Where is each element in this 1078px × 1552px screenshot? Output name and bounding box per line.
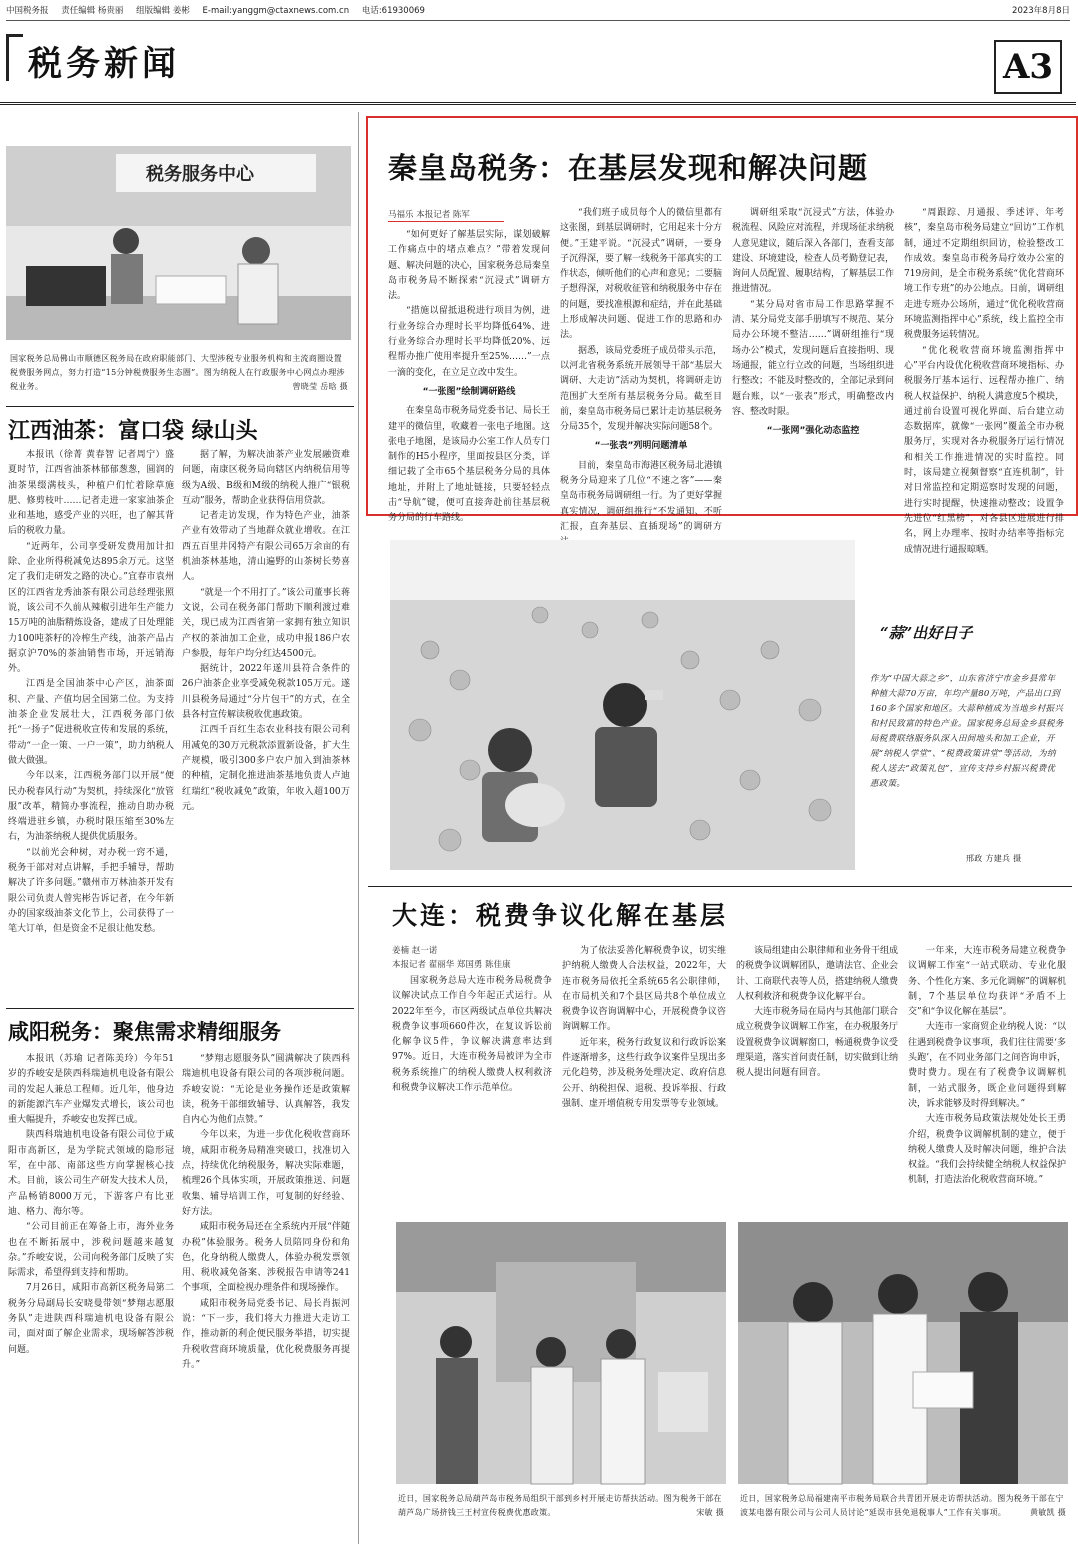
page-number: A3 — [994, 40, 1062, 94]
xianyang-para: 咸阳市税务局还在全系统内开展“伴随办税”体验服务。税务人员陪同身份和角色，化身纳税人缴费人，体验办税发票领用、税收减免备案、涉税报告申请等241个事项，全面检视办理条件和现场操作。 — [182, 1222, 350, 1294]
photo-credit: 曾晓莹 岳晗 摄 — [292, 382, 348, 391]
xianyang-para: 陕西科瑞迪机电设备有限公司位于咸阳市高新区，是为学院式领域的隐形冠军，在中部、南部这些方向掌握核心技术。目前，该公司生产研发大技术人员，产品畅销8000万元，下游客户有比亚迪、格力、海尔等。 — [8, 1130, 174, 1217]
lead-para: 调研组采取“沉浸式”方法，体验办税流程、风险应对流程，并现场征求纳税人意见建议，随后深入各部门，查看支部建设、环境建设，检查人员考勤登记表，询问人员配置、履职结构，了解基层工作推进情况。 — [732, 208, 895, 295]
company-visit-photo — [738, 1222, 1068, 1484]
caption-text: 近日，国家税务总局葫芦岛市税务局组织干部到乡村开展走访帮扶活动。图为税务干部在葫芦岛广场挤钱三王村宣传税费优惠政策。 — [398, 1494, 722, 1517]
jiangxi-para: 据了解，为解决油茶产业发展融资难问题，南康区税务局向辖区内纳税信用等级为A级、B级和M级的纳税人推广“银税互动”服务，帮助企业获得信用贷款。 — [182, 450, 350, 506]
xianyang-para: 本报讯（苏瑜 记者陈美玲）今年51岁的乔峻安是陕西科瑞迪机电设备有限公司的发起人兼总工程师。近几年，他身边的新能源汽车产业爆发式增长，该公司也重大幅提升，乔峻安也发挥已成。 — [8, 1054, 174, 1126]
divider — [6, 1008, 354, 1009]
divider — [6, 406, 354, 407]
issue-date: 2023年8月8日 — [1012, 6, 1070, 16]
email: E-mail:yanggm@ctaxnews.com.cn — [202, 6, 350, 16]
layout-editor: 组版编辑 姜彬 — [136, 6, 190, 16]
divider — [368, 886, 1072, 887]
lead-col-4 — [904, 206, 1064, 555]
dalian-para: 大连市税务局在局内与其他部门联合成立税费争议调解工作室，在办税服务厅设置税费争议调解窗口，畅通税费争议受理渠道，落实首问责任制，切实做到让纳税人提出问题有回音。 — [736, 1007, 899, 1079]
garlic-caption: 作为“中国大蒜之乡”，山东省济宁市金乡县常年种植大蒜70万亩，年均产量80万吨，产品出口到160多个国家和地区。大蒜种植成为当地乡村振兴和村民致富的特色产业。国家税务总局金乡县税务局税费联络服务队深入田间地头和加工企业，开展“纳税人学堂”、“税费政策讲堂”等活动，为纳税人送去“政策礼包”，宣传支持乡村振兴税费优惠政策。 — [870, 674, 1064, 789]
dalian-para: 近年来，税务行政复议和行政诉讼案件逐渐增多，这些行政争议案件呈现出多元化趋势，涉及税务处理决定、政府信息公开、纳税担保、退税、投诉举报、行政强制、虚开增值税专用发票等专业领域。 — [562, 1037, 726, 1109]
caption-text: 国家税务总局佛山市顺德区税务局在政府职能部门、大型涉税专业服务机构和主流商圈设置税费服务网点，努力打造“15分钟税费服务生态圈”。图为纳税人在行政服务中心网点办理涉税业务。 — [10, 354, 345, 391]
jiangxi-col-1 — [8, 448, 174, 982]
photo-credit: 黄敏凯 摄 — [1029, 1508, 1066, 1517]
dalian-para: 该局组建由公职律师和业务骨干组成的税费争议调解团队，邀请法官、企业会计、工商联代表等人员，搭建纳税人缴费人权利救济和税费争议化解平台。 — [736, 946, 899, 1002]
jiangxi-para: 江西是全国油茶中心产区，油茶面积、产量、产值均居全国第二位。为支持油茶企业发展壮大，江西税务部门依托“一扬子”促进税收宣传和发展的系统，带动“一企一策、一户一策”，助力纳税人做大做强。 — [8, 679, 174, 766]
garlic-credit: 邢政 方建兵 摄 — [966, 854, 1022, 863]
jiangxi-para: “以前光会种树，对办税一窍不通，税务干部对对点讲解，手把手辅导，帮助解决了许多问题。”赣州市万林油茶开发有限公司负责人曾宪彬告诉记者，在今年新办的国家级油茶文化节上，公司获得了一笔大订单，但是资金不足很让他发愁。 — [8, 847, 174, 935]
lead-col-3 — [732, 206, 894, 504]
lead-subhead: “一张表”列明问题清单 — [594, 441, 688, 452]
lead-para: “如何更好了解基层实际，谋划破解工作痛点中的堵点难点？”带着发现问题、解决问题的决心，国家税务总局秦皇岛市税务局不断探索“沉浸式”调研方法。 — [388, 230, 551, 302]
tax-hall-caption — [10, 352, 348, 396]
tax-hall-photo — [6, 146, 351, 340]
xianyang-headline: 咸阳税务：聚焦需求精细服务 — [8, 1020, 281, 1044]
masthead-bracket — [6, 34, 23, 81]
lead-para: 目前，秦皇岛市海港区税务局北港镇税务分局迎来了几位“不速之客”——秦皇岛市税务局调研组一行。为了更好掌握真实情况，调研组推行“不发通知、不听汇报，直奔基层、直插现场”的调研方 — [560, 460, 723, 532]
masthead — [0, 22, 1076, 105]
dalian-byline-2: 本报记者 翟丽华 郑国勇 陈佳康 — [392, 960, 511, 970]
village-visit-photo-graphic — [396, 1222, 726, 1484]
jiangxi-para: 记者走访发现，作为特色产业，油茶产业有效带动了当地群众就业增收。在江西五百里井冈特产有限公司65万余亩的有机油茶林基地，清山遍野的山茶树长势喜人。 — [182, 511, 350, 583]
dalian-col-1 — [392, 974, 552, 1210]
xianyang-col-1 — [8, 1052, 174, 1544]
village-visit-caption — [398, 1492, 724, 1536]
xianyang-para: 今年以来，为进一步优化税收营商环境，咸阳市税务局精准突破口，找准切入点，持续优化纳税服务，解决实际难题，梳理26个具体实项，开展政策推送、问题收集、辅导培训工作，可复制的好经验、好方法。 — [182, 1130, 350, 1217]
header-strip — [6, 4, 1070, 21]
lead-col-2 — [560, 206, 723, 532]
lead-subhead: “一张网”强化动态监控 — [766, 426, 860, 437]
lead-subhead: “一张图”绘制调研路线 — [422, 386, 516, 397]
company-visit-photo-graphic — [738, 1222, 1068, 1484]
lead-para: 据悉，该局党委班子成员带头示范，以河北省税务系统开展领导干部“基层大调研、大走访”活动为契机，将调研走访范围扩大至所有基层税务分局。截至目前，秦皇岛市税务局已累计走访基层税务分局35个，发现并解决实际问题58个。 — [560, 345, 723, 433]
xianyang-para: 咸阳市税务局党委书记、局长肖振河说：“下一步，我们将大力推进大走访工作，推动新的利企便民服务举措，切实提升税收营商环境质量，优化税费服务再提升。” — [182, 1298, 350, 1370]
lead-para: “优化税收营商环境监测指挥中心”平台内设优化税收营商环境指标、办税服务厅基本运行、远程帮办推广、纳税人权益保护、纳税人满意度5个模块，通过前台设置可视化界面、后台建立动态数据库，就像“一张网”覆盖全市办税服务厅，实现对各办税服务厅运行情况和相关工作推进情况的实时监控。同时，该局建立视频督察“直连机制”，针对日常监控和定期巡察时发现的问题，进行实时提醒，快速推动整改；设置争先进位“红黑榜”，对各县区进展进行排名，网上办理率、按时办结率等指标完成情况进行通报晾晒。 — [904, 345, 1064, 555]
lead-headline: 秦皇岛税务：在基层发现和解决问题 — [388, 151, 869, 185]
jiangxi-col-2 — [182, 448, 350, 982]
dalian-col-4 — [908, 944, 1066, 1210]
paper-name: 中国税务报 — [6, 6, 49, 16]
dalian-byline-1: 姜楠 赵一诺 — [392, 946, 438, 956]
lead-para: 在秦皇岛市税务局党委书记、局长王建平的微信里，收藏着一张电子地图。这张电子地图，是该局办公室工作人员专门制作的H5小程序，里面按县区分类，详细记载了全市65个基层税务分局的具体地址，并附上了地址链接，只要轻轻点击“导航”键，便可直接奔赴前往基层税务分局的行车路线。 — [388, 406, 551, 524]
editor: 责任编辑 杨贵丽 — [61, 6, 124, 16]
dalian-headline: 大连：税费争议化解在基层 — [392, 901, 729, 930]
garlic-photo — [390, 540, 855, 870]
dalian-para: 一年来，大连市税务局建立税费争议调解工作室“一站式联动、专业化服务、个性化方案、多元化调解”的调解机制，7个基层单位均获评“矛盾不上交”和“争议化解在基层”。 — [908, 946, 1066, 1018]
lead-para: “措施以留抵退税进行项目为例，进行业务综合办理时长平均降低64%、进行业务综合办理时长平均降低20%、远程帮办推广使用率提升至25%……”一点一滴的变化，在立足立改中发生。 — [388, 306, 550, 378]
jiangxi-para: 江西千百红生态农业科技有限公司利用减免的30万元税款添置新设备，扩大生产规模，吸引300多户农户加入到油茶林的种植，定制化推进油茶基地负责人卢迪红瑞红“税收减免”政策，年收入超100万元。 — [182, 725, 350, 812]
dalian-para: 国家税务总局大连市税务局税费争议解决试点工作自今年起正式运行。从2022年至今，市区两级试点单位共解决税费争议事项660件次，在复议诉讼前化解争议5件，争议解决满意率达到97%。近日，大连市税务局被评为全市税务系统推广的纳税人缴费人权利救济和税费争议解决工作示范单位。 — [392, 976, 552, 1094]
photo-credit: 宋敏 摄 — [696, 1508, 724, 1517]
dalian-para: 大连市一家商贸企业纳税人说：“以往遇到税费争议事项，我们往往需要‘多头跑’，在不同业务部门之间咨询申诉，费时费力。现在有了税费争议调解机制，一站式服务，既企业问题得到解决，诉求能够及时得到解决。” — [908, 1022, 1066, 1109]
lead-byline: 马福乐 本报记者 陈军 — [388, 210, 470, 220]
lead-col-1 — [388, 228, 551, 524]
phone: 电话:61930069 — [361, 6, 425, 16]
jiangxi-para: “近两年，公司享受研发费用加计扣除、企业所得税减免达895余万元。这坚定了我们走研发之路的决心。”宜春市袁州区的江西省龙秀油茶有限公司总经理张照说，该公司不久前从辣椒引进年生产能力15万吨的油脂精炼设备，建成了日处理能力100吨茶籽的冷榨生产线，油茶产品占据京沪70%的茶油销售市场，开远销海外。 — [8, 541, 174, 675]
lead-para: “某分局对省市局工作思路掌握不清、某分局党支部手册填写不规范、某分局办公环境不整洁……”调研组推行“现场办公”模式，发现问题后直接指明、现场通报，能立行立改的问题，当场组织进行整改；不能及时整改的，全部记录到问题台账，以“一张表”形式，明确整改内容、整改时限。 — [732, 299, 895, 417]
lead-para: “周跟踪、月通报、季述评、年考核”，秦皇岛市税务局建立“回访”工作机制，通过不定期组织回访，检验整改工作成效。秦皇岛市税务局疗效办公室的719房间，是全市税务系统“优化营商环境工作专班”的办公地点。日前，调研组走进专班办公场所，通过“优化税收营商环境监测指挥中心”系统，线上监控全市税费服务运转情况。 — [904, 208, 1064, 341]
section-title: 税务新闻 — [28, 44, 180, 84]
village-visit-photo — [396, 1222, 726, 1484]
garlic-photo-graphic — [390, 540, 855, 870]
photo-sign: 税务服务中心 — [146, 164, 254, 185]
byline-rule — [388, 221, 504, 222]
dalian-para: 大连市税务局政策法规处处长王勇介绍，税费争议调解机制的建立，便于纳税人缴费人及时解决问题，维护合法权益。“我们会持续健全纳税人权益保护机制，打造法治化税收营商环境。” — [908, 1114, 1066, 1186]
jiangxi-para: 据统计，2022年遂川县符合条件的26户油茶企业享受减免税款105万元。遂川县税务局通过“分片包干”的方式，在全县各村宣传解读税收优惠政策。 — [182, 664, 350, 721]
dalian-para: 为了依法妥善化解税费争议，切实维护纳税人缴费人合法权益，2022年，大连市税务局依托全系统65名公职律师，在市局机关和7个县区局共8个单位成立税费争议咨询调解中心，开展税费争议咨询调解工作。 — [562, 946, 726, 1033]
company-visit-caption — [740, 1492, 1066, 1536]
caption-text: 近日，国家税务总局福建南平市税务局联合共青团开展走访帮扶活动。图为税务干部在宁波某电器有限公司与公司人员讨论“延误市县免退税事人”工作有关事项。 — [740, 1494, 1064, 1517]
jiangxi-para: “就是一个不用打了。”该公司董事长蒋文说，公司在税务部门帮助下顺利渡过难关，现已成为江西省第一家拥有独立知识产权的茶油加工企业，成功申报186户农户参股，每年户均分红达4500元。 — [182, 587, 350, 659]
dalian-col-3 — [736, 944, 898, 1210]
column-rule — [358, 112, 359, 1544]
lead-para: “我们班子成员每个人的微信里都有这张图，到基层调研时，它用起来十分方便。”王建平说。“沉浸式”调研，一要身子沉得深，要了解一线税务干部真实的工作状态，倾听他们的心声和意见；二要脑子想得深，对税收征管和纳税服务中存在的问题，要找准根源和症结，并在此基础上形成解决问题、促进工作的思路和办法。 — [560, 208, 723, 341]
garlic-title: “蒜”出好日子 — [880, 624, 973, 642]
jiangxi-headline: 江西油茶：富口袋 绿山头 — [8, 419, 258, 444]
jiangxi-para: 今年以来，江西税务部门以开展“便民办税春风行动”为契机，持续深化“放管服”改革，精简办事流程，推动自助办税终端进驻乡镇，办税时限压缩至30%左右，为油茶纳税人提供优质服务。 — [8, 771, 174, 843]
dalian-col-2 — [562, 944, 726, 1210]
xianyang-col-2 — [182, 1052, 350, 1544]
jiangxi-para: 本报讯（徐菁 黄春智 记者周宁）盛夏时节，江西省油茶林郁郁葱葱，圆润的油茶果缀满枝头，种植户们忙着除草施肥、修剪枝叶……记者走进一家家油茶企业和基地，感受产业的兴旺，也了解其背后的税收力量。 — [8, 450, 174, 537]
xianyang-para: 7月26日，咸阳市高新区税务局第二税务分局副局长安晓曼带领“梦翔志愿服务队”走进陕西科瑞迪机电设备有限公司，面对面了解企业需求，现场解答涉税问题。 — [8, 1283, 174, 1355]
xianyang-para: “梦翔志愿服务队”圆满解决了陕西科瑞迪机电设备有限公司的各项涉税问题。乔峻安说：“无论是业务操作还是政策解读，税务干部细致辅导、认真解答，我发自内心为他们点赞。” — [182, 1054, 350, 1126]
xianyang-para: “公司目前正在筹备上市，海外业务也在不断拓展中，涉税问题越来越复杂。”乔峻安说，公司向税务部门反映了实际需求，希望得到支持和帮助。 — [8, 1222, 174, 1279]
